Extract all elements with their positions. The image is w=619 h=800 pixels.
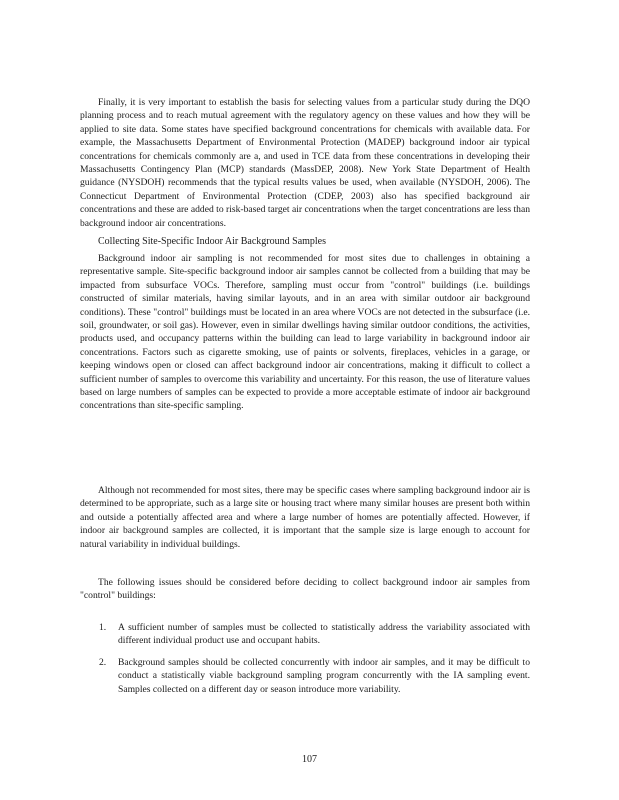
page-number: 107 [302,754,317,765]
list-text: A sufficient number of samples must be collected to statistically address the variability associated with different individual product use and occupant habits. [118,622,530,647]
paragraph-issues-intro: The following issues should be considered before deciding to collect background indoor air samples from "control" buildings: [80,577,530,602]
list-number: 1. [99,622,107,633]
list-text: Background samples should be collected concurrently with indoor air samples, and it may be difficult to conduct a statistically viable background sampling program concurrently with the IA sampling event. Samples collected on a different day or season introduce more variability. [118,657,530,695]
paragraph-specific-cases: Although not recommended for most sites, there may be specific cases where sampling background indoor air is determined to be appropriate, such as a large site or housing tract where many similar houses are present both within and outside a potentially affected area and where a large number of homes are potentially affected. However, if indoor air background samples are collected, it is important that the sample size is large enough to account for natural variability in individual buildings. [80,485,530,550]
paragraph-not-recommended: Background indoor air sampling is not recommended for most sites due to challenges in obtaining a representative sample. Site-specific background indoor air samples cannot be collected from a building that may be impacted from subsurface VOCs. Therefore, sampling must occur from "control" buildings (i.e. buildings constructed of similar materials, having similar layouts, and in an area with similar outdoor air background conditions). These "control" buildings must be located in an area where VOCs are not detected in the subsurface (i.e. soil, groundwater, or soil gas). However, even in similar dwellings having similar outdoor conditions, the activities, products used, and occupancy patterns within the building can lead to large variability in background indoor air concentrations. Factors such as cigarette smoking, use of paints or solvents, fireplaces, vehicles in a garage, or keeping windows open or closed can affect background indoor air concentrations, making it difficult to collect a sufficient number of samples to overcome this variability and uncertainty. For this reason, the use of literature values based on large numbers of samples can be expected to provide a more acceptable estimate of indoor air background concentrations than site-specific sampling. [80,253,530,412]
paragraph-background-values: Finally, it is very important to establish the basis for selecting values from a particular study during the DQO planning process and to reach mutual agreement with the regulatory agency on these values and how they will be applied to site data. Some states have specified background concentrations for chemicals with available data. For example, the Massachusetts Department of Environmental Protection (MADEP) background indoor air typical concentrations for chemicals commonly are a, and used in TCE data from these concentrations in developing their Massachusetts Contingency Plan (MCP) standards (MassDEP, 2008). New York State Department of Health guidance (NYSDOH) recommends that the typical results values be used, when available (NYSDOH, 2006). The Connecticut Department of Environmental Protection (CDEP, 2003) also has specified background air concentrations and these are added to risk-based target air concentrations when the target concentrations are less than background indoor air concentrations. [80,97,530,229]
list-number: 2. [99,657,107,668]
section-heading: Collecting Site-Specific Indoor Air Background Samples [98,236,327,247]
